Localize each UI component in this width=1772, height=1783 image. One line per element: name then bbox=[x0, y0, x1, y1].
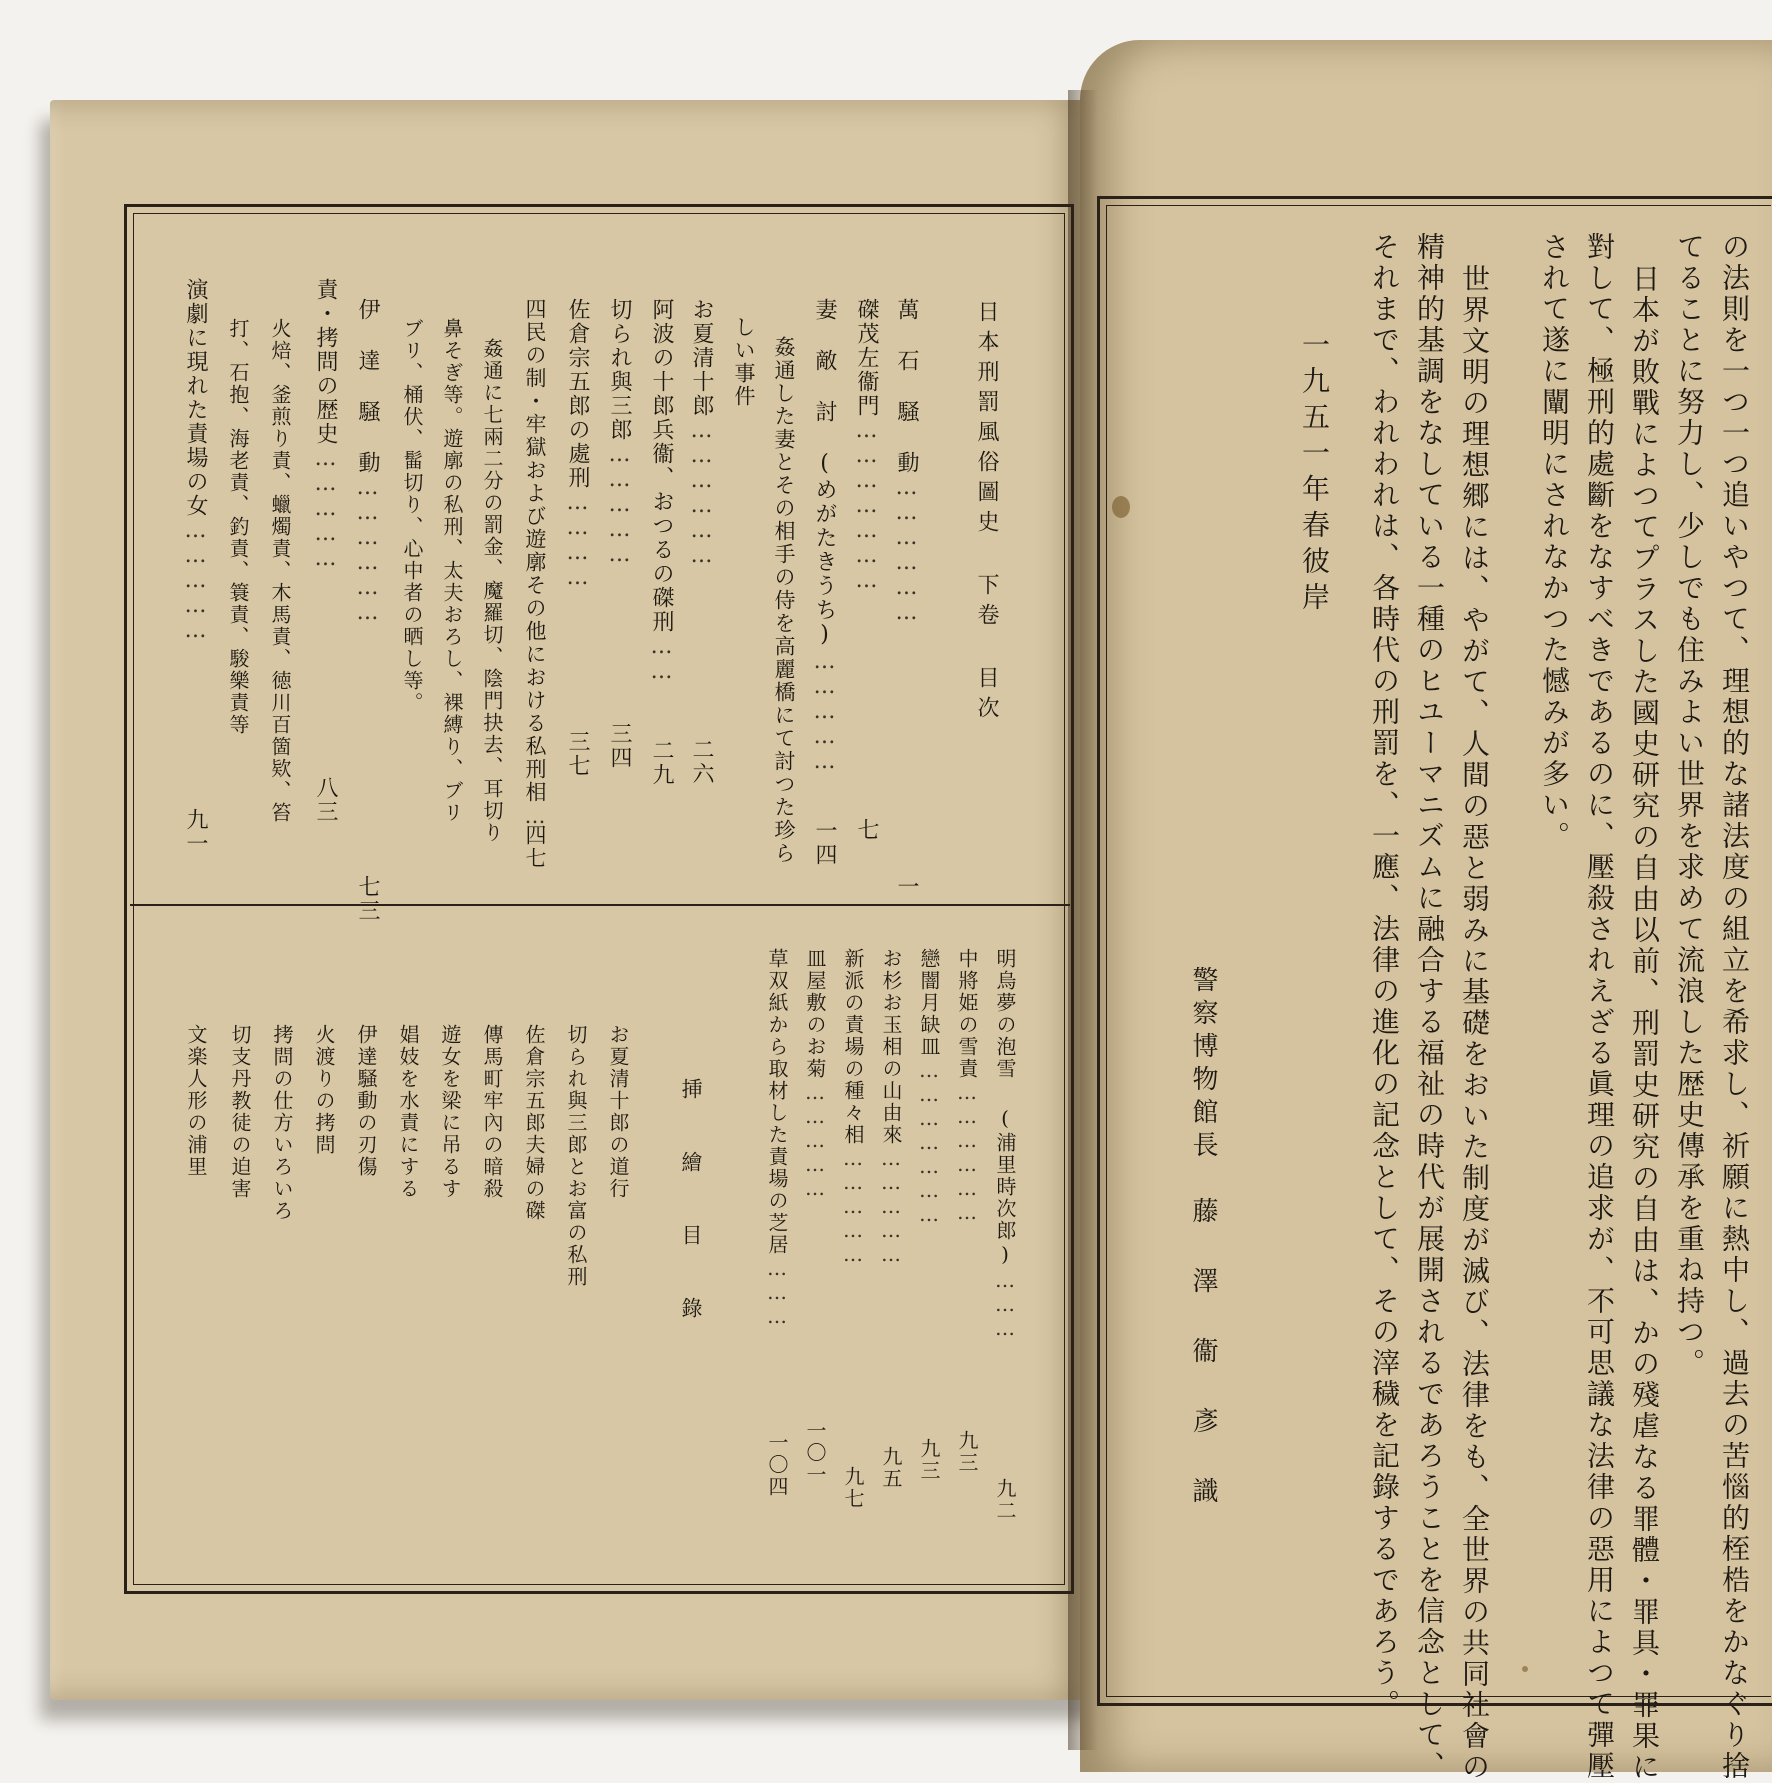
toc-entry: 責・拷問の歴史……………八三 bbox=[313, 278, 338, 824]
preface-line: 世界文明の理想郷には、やがて、人間の惡と弱みに基礎をおいた制度が滅び、法律をも、全世界の共同社會の bbox=[1458, 264, 1491, 1783]
toc-entry: 萬 石 騒 動………………一 bbox=[894, 298, 919, 899]
illustrations-heading: 挿 繪 目 錄 bbox=[679, 1078, 703, 1332]
toc-entry-note: 鼻そぎ等。遊廓の私刑、太夫おろし、裸縛り、ブリ bbox=[440, 318, 464, 824]
contents-title: 日本刑罰風俗圖史 下卷 目次 bbox=[974, 300, 999, 726]
preface-signature: 警察博物館長 藤 澤 衞 彥 識 bbox=[1188, 966, 1218, 1510]
illustration-entry: 戀闇月缺皿…………………九三 bbox=[917, 948, 941, 1482]
preface-line: 精神的基調をなしている一種のヒユーマニズムに融合する福祉の時代が展開されるであろうことを信念として、 bbox=[1413, 232, 1446, 1782]
preface-line: てることに努力し、少しでも住みよい世界を求めて流浪した歴史傳承を重ね持つ。 bbox=[1673, 232, 1706, 1379]
toc-entry: 四民の制・牢獄および遊廓その他における私刑相…四七 bbox=[523, 298, 547, 870]
toc-entry: 演劇に現れた責場の女……………九一 bbox=[183, 278, 208, 856]
preface-line: 對して、極刑的處斷をなすべきであるのに、壓殺されえざる眞理の追求が、不可思議な法律の惡用によつて彈壓 bbox=[1583, 232, 1616, 1782]
illustration-entry: 明烏夢の泡雪 (浦里時次郎)………九二 bbox=[993, 948, 1017, 1522]
toc-entry: 磔茂左衞門…………………七 bbox=[854, 298, 879, 842]
illustration-entry: 草双紙から取材した責場の芝居………一〇四 bbox=[765, 948, 789, 1498]
toc-entry-note: 姦通に七兩二分の罰金、魔羅切、陰門抉去、耳切り bbox=[480, 338, 504, 844]
toc-entry: お夏清十郎………………二六 bbox=[689, 298, 714, 786]
toc-entry: 妻 敵 討 (めがたきうち)……………一四 bbox=[812, 298, 837, 867]
toc-entry: 阿波の十郎兵衞、おつるの磔刑……二九 bbox=[649, 298, 674, 787]
illustration-item: 佐倉宗五郎夫婦の磔 bbox=[522, 1024, 546, 1222]
toc-entry: 伊 達 騒 動………………七三 bbox=[355, 298, 380, 923]
illustration-entry: 新派の責場の種々相……………九七 bbox=[841, 948, 865, 1510]
contents-divider bbox=[130, 904, 1070, 906]
toc-entry-note: ブリ、桶伏、髷切り、心中者の晒し等。 bbox=[400, 318, 424, 714]
illustration-item: 娼妓を水責にする bbox=[396, 1024, 420, 1200]
illustration-entry: 皿屋敷のお菊……………一〇一 bbox=[803, 948, 827, 1486]
illustration-item: 伊達騒動の刃傷 bbox=[354, 1024, 378, 1178]
illustration-item: お夏清十郎の道行 bbox=[606, 1024, 630, 1200]
toc-entry-note: 火焙、釜煎り責、蠟燭責、木馬責、徳川百箇欵、笞 bbox=[268, 318, 292, 824]
illustration-item: 遊女を梁に吊るす bbox=[438, 1024, 462, 1200]
paper-stain bbox=[1112, 496, 1130, 518]
preface-line: 日本が敗戰によつてプラスした國史研究の自由以前、刑罰史研究の自由は、かの殘虐なる罪體・罪具・罪果に bbox=[1628, 264, 1661, 1783]
illustration-entry: 中將姫の雪責………………九三 bbox=[955, 948, 979, 1474]
toc-entry: 切られ與三郎……………三四 bbox=[607, 298, 632, 770]
paper-stain bbox=[1522, 1666, 1528, 1672]
preface-line: されて遂に闡明にされなかつた憾みが多い。 bbox=[1538, 232, 1571, 852]
illustration-item: 火渡りの拷問 bbox=[312, 1024, 336, 1156]
illustration-item: 切られ與三郎とお富の私刑 bbox=[564, 1024, 588, 1288]
illustration-item: 切支丹教徒の迫害 bbox=[228, 1024, 252, 1200]
preface-date: 一九五一年春彼岸 bbox=[1298, 330, 1331, 618]
illustration-entry: お杉お玉相の山由來……………九五 bbox=[879, 948, 903, 1490]
toc-entry-note: しい事件 bbox=[732, 316, 756, 408]
illustration-item: 拷問の仕方いろいろ bbox=[270, 1024, 294, 1222]
preface-line: それまで、われわれは、各時代の刑罰を、一應、法律の進化の記念として、その滓穢を記錄するであろう。 bbox=[1368, 232, 1401, 1720]
preface-line: の法則を一つ一つ追いやつて、理想的な諸法度の組立を希求し、祈願に熱中し、過去の苦惱的桎梏をかなぐり捨 bbox=[1718, 232, 1751, 1782]
toc-entry: 佐倉宗五郎の處刑…………三七 bbox=[565, 298, 590, 778]
toc-entry-note: 打、石抱、海老責、釣責、簑責、駿樂責等 bbox=[226, 318, 250, 736]
illustration-item: 文楽人形の浦里 bbox=[184, 1024, 208, 1178]
toc-entry-note: 姦通した妻とその相手の侍を高麗橋にて討つた珍ら bbox=[772, 336, 796, 865]
illustration-item: 傳馬町牢內の暗殺 bbox=[480, 1024, 504, 1200]
